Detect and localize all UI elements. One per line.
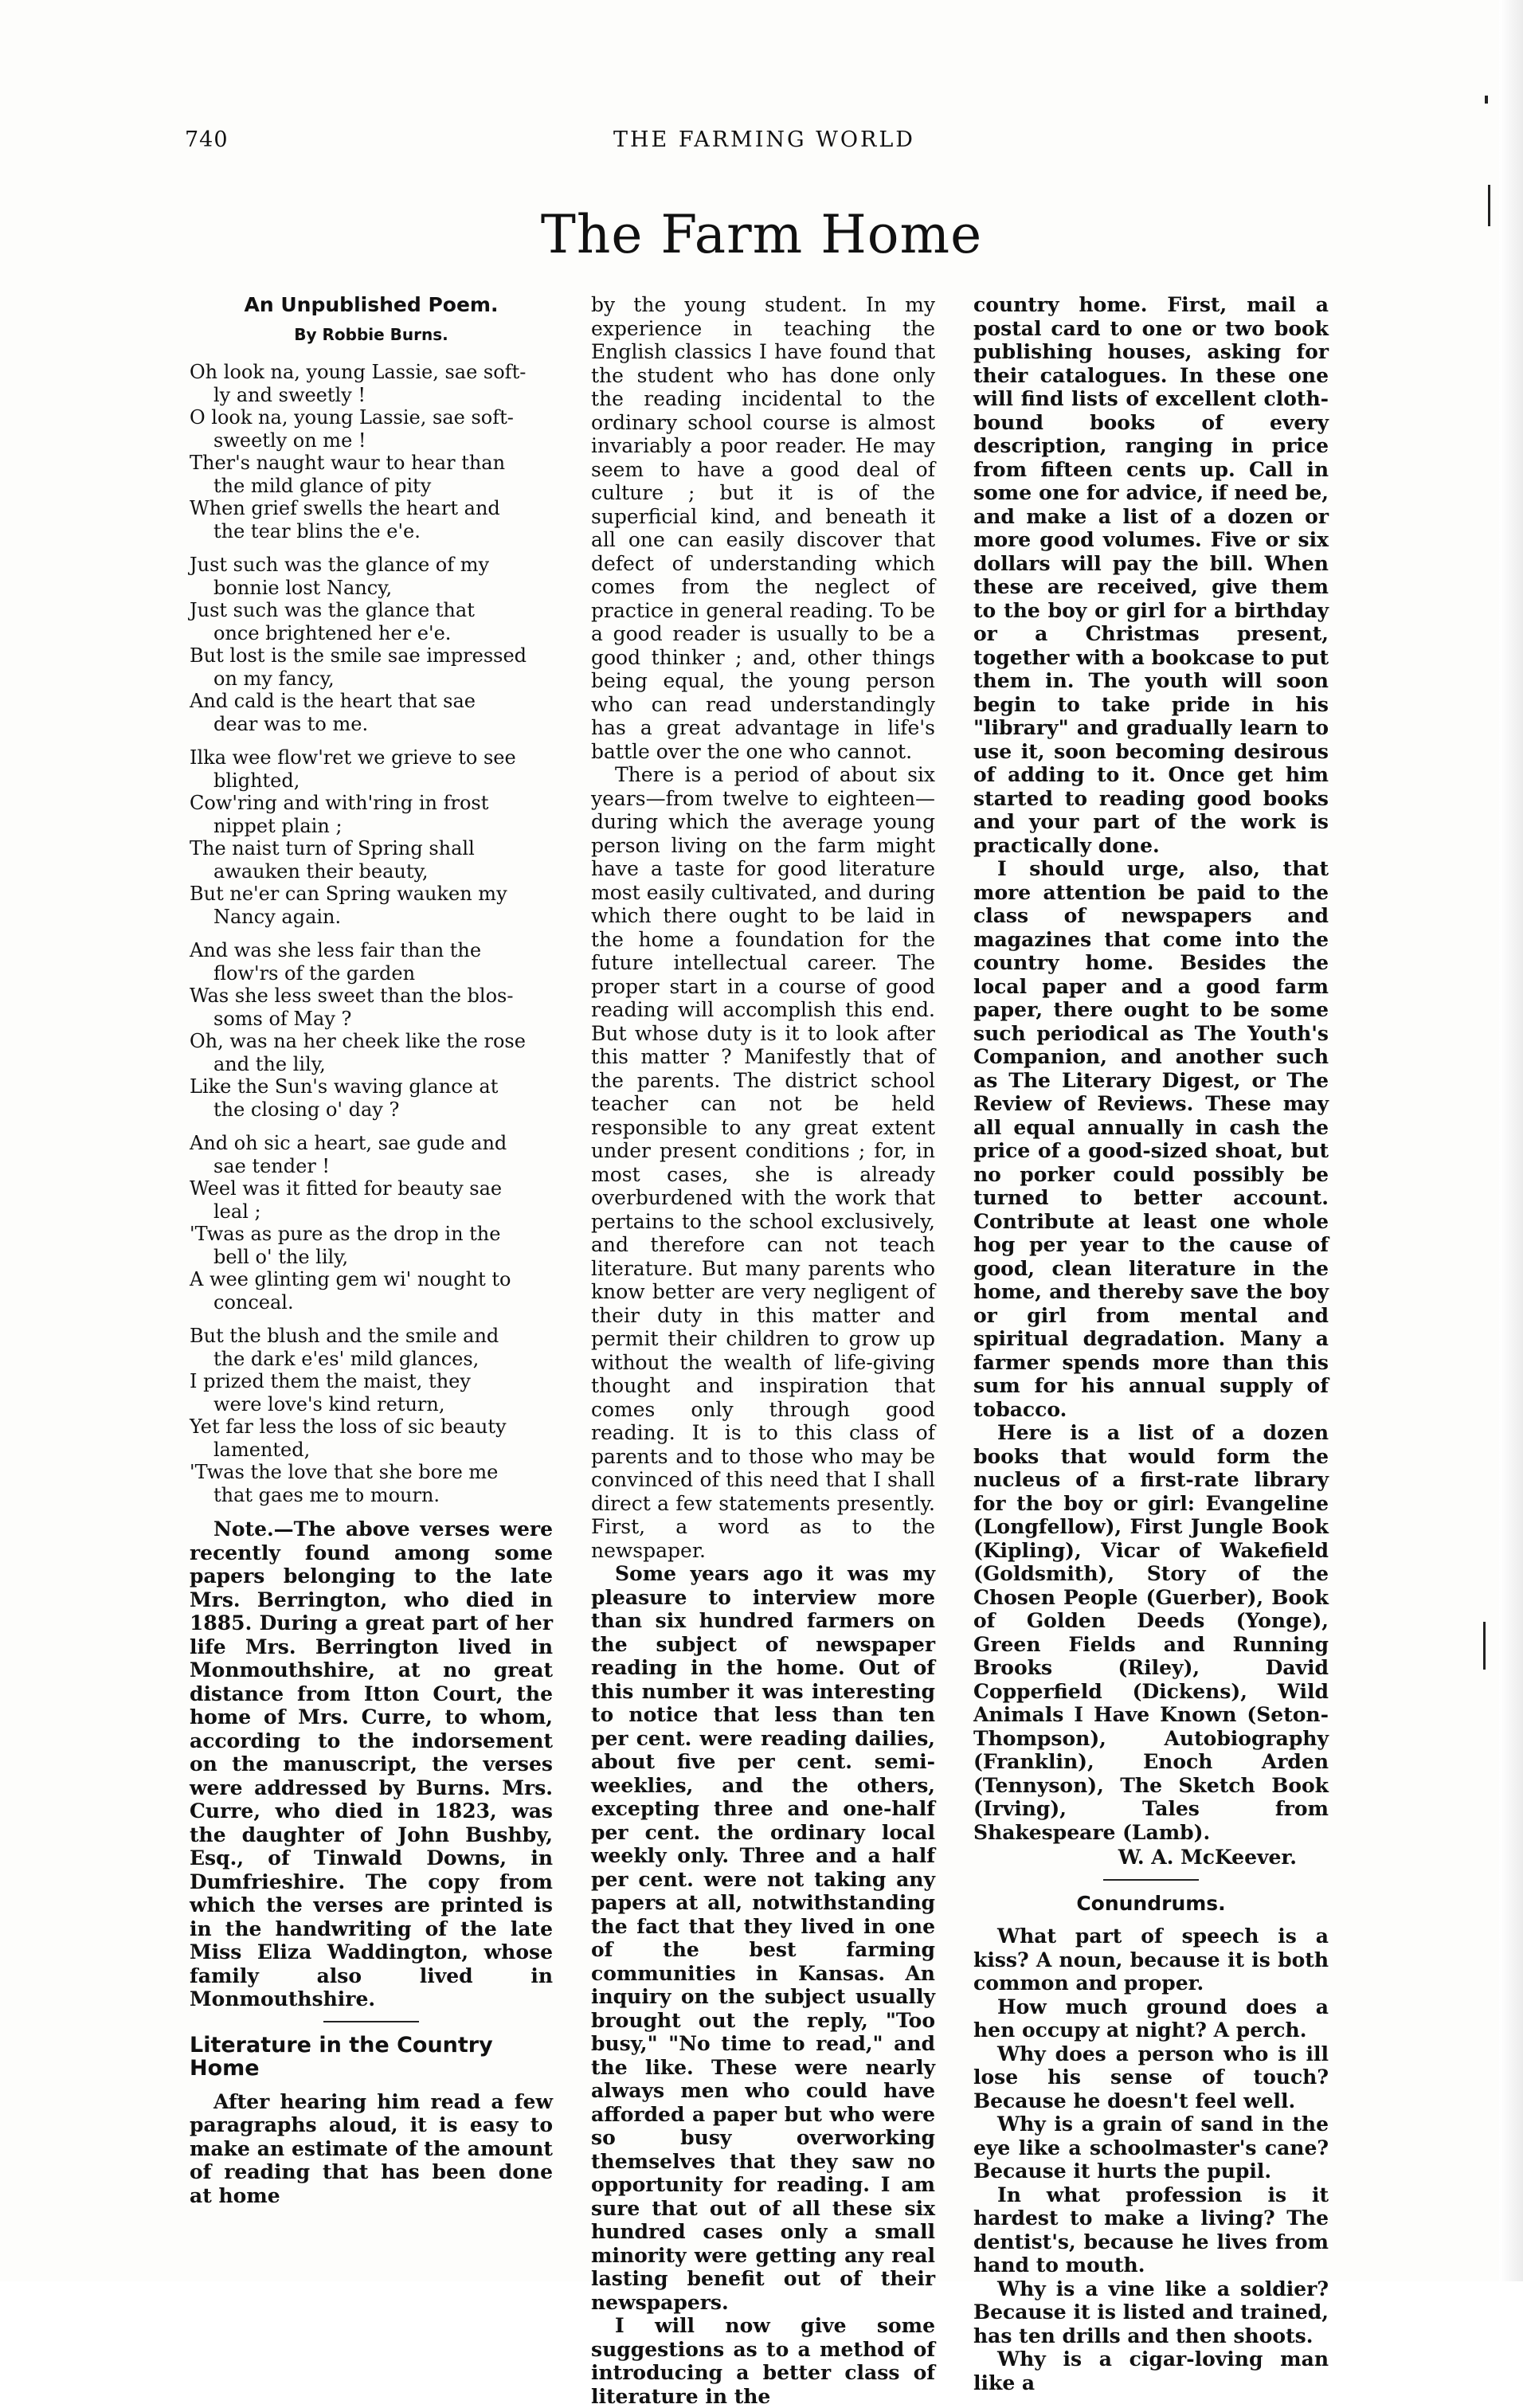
verse-line: Like the Sun's waving glance at — [190, 1075, 499, 1098]
verse-line: leal ; — [213, 1200, 261, 1223]
poem-stanza — [190, 1325, 553, 1506]
verse-line: Just such was the glance that — [190, 599, 475, 621]
verse-line: But lost is the smile sae impressed — [190, 644, 527, 667]
verse-line: conceal. — [213, 1290, 294, 1314]
verse-line: the tear blins the e'e. — [213, 519, 421, 542]
poem-byline: By Robbie Burns. — [294, 324, 448, 344]
verse-line: and the lily, — [213, 1052, 326, 1075]
verse-line: O look na, young Lassie, sae soft- — [190, 406, 514, 429]
conundrums-title: Conundrums. — [1076, 1891, 1226, 1915]
verse-line: Nancy again. — [213, 905, 342, 928]
article-paragraph: by the young student. In my experience in teaching the English classics I have found that the student who has done only the reading incidental to the ordinary school course is almost invariably a poor reader. He may seem to have a good deal of culture ; but it is of the superficial kind, and beneath it all one can easily discover that defect of understanding which comes from the neglect of practice in general reading. To be a good reader is usually to be a good thinker ; and, other things being equal, the young person who can read understandingly has a great advantage in life's battle over the one who cannot. — [591, 293, 935, 763]
poem-stanza — [190, 746, 553, 928]
verse-line: soms of May ? — [213, 1007, 352, 1030]
column-3 — [973, 293, 1329, 2394]
column-2 — [591, 293, 935, 2408]
verse-line: lamented, — [213, 1438, 311, 1461]
verse-line: When grief swells the heart and — [190, 497, 500, 519]
verse-line: the mild glance of pity — [213, 474, 432, 497]
verse-line: awauken their beauty, — [213, 859, 429, 883]
page-number: 740 — [185, 127, 229, 152]
conundrum-item: How much ground does a hen occupy at night? A perch. — [973, 1995, 1329, 2042]
article-paragraph: I will now give some suggestions as to a method of introducing a better class of literature in the — [591, 2314, 935, 2408]
conundrum-item: Why is a grain of sand in the eye like a schoolmaster's cane? Because it hurts the pupil. — [973, 2112, 1329, 2183]
verse-line: Just such was the glance of my — [190, 554, 490, 576]
conundrum-item: What part of speech is a kiss? A noun, because it is both common and proper. — [973, 1924, 1329, 1995]
section-divider — [1103, 1879, 1199, 1881]
verse-line: Cow'ring and with'ring in frost — [190, 792, 489, 814]
verse-line: the closing o' day ? — [213, 1098, 400, 1121]
verse-line: dear was to me. — [213, 712, 369, 735]
verse-line: A wee glinting gem wi' nought to — [190, 1268, 511, 1290]
verse-line: Weel was it fitted for beauty sae — [190, 1177, 503, 1200]
conundrum-item: Why is a vine like a soldier? Because it is listed and trained, has ten drills and then shoots. — [973, 2277, 1329, 2347]
article-paragraph: Some years ago it was my pleasure to interview more than six hundred farmers on the subject of newspaper reading in the home. Out of this number it was interesting to notice that less than ten per cent. were reading dailies, about five per cent. semi-weeklies, and the others, excepting three and one-half per cent. the ordinary local weekly only. Three and a half per cent. were not taking any papers at all, notwithstanding the fact that they lived in one of the best farming communities in Kansas. An inquiry on the subject usually brought out the reply, "Too busy," "No time to read," and the like. These were nearly always men who could have afforded a paper but who were so busy overworking themselves that they saw no opportunity for reading. I am sure that out of all these six hundred cases only a small minority were getting any real lasting benefit out of their newspapers. — [591, 1562, 935, 2314]
verse-line: The naist turn of Spring shall — [190, 837, 475, 859]
note-paragraph: Note.—The above verses were recently found among some papers belonging to the late Mrs. Berrington, who died in 1885. During a great part of her life Mrs. Berrington lived in Monmouthshire, at no great distance from Itton Court, the home of Mrs. Curre, to whom, according to the indorsement on the manuscript, the verses were addressed by Burns. Mrs. Curre, who died in 1823, was the daughter of John Bushby, Esq., of Tinwald Downs, in Dumfrieshire. The copy from which the verses are printed is in the handwriting of the late Miss Eliza Waddington, whose family also lived in Monmouthshire. — [190, 1517, 553, 2011]
verse-line: Was she less sweet than the blos- — [190, 985, 514, 1007]
verse-line: Yet far less the loss of sic beauty — [190, 1415, 507, 1438]
poem-stanza — [190, 554, 553, 735]
verse-line: And oh sic a heart, sae gude and — [190, 1132, 507, 1154]
poem-stanza — [190, 939, 553, 1121]
article-paragraph: I should urge, also, that more attention be paid to the class of newspapers and magazines that come into the country home. Besides the local paper and a good farm paper, there ought to be some such periodical as The Youth's Companion, and another such as The Literary Digest, or The Review of Reviews. These may all equal annually in cash the price of a good-sized shoat, but no porker could possibly be turned to better account. Contribute at least one whole hog per year to the cause of good, clean literature in the home, and thereby save the boy or girl from mental and spiritual degradation. Many a farmer spends more than this sum for his annual supply of tobacco. — [973, 857, 1329, 1421]
section-title: The Farm Home — [540, 204, 983, 265]
article-paragraph: Here is a list of a dozen books that would form the nucleus of a first-rate library for the boy or girl: Evangeline (Longfellow), First Jungle Book (Kipling), Vicar of Wakefield (Goldsmith), Story of the Chosen People (Guerber), Book of Golden Deeds (Yonge), Green Fields and Running Brooks (Riley), David Copperfield (Dickens), Wild Animals I Have Known (Seton-Thompson), Autobiography (Franklin), Enoch Arden (Tennyson), The Sketch Book (Irving), Tales from Shakespeare (Lamb). — [973, 1421, 1329, 1844]
verse-line: sweetly on me ! — [213, 429, 366, 452]
verse-line: Oh, was na her cheek like the rose — [190, 1030, 526, 1052]
verse-line: Oh look na, young Lassie, sae soft- — [190, 361, 527, 383]
verse-line: that gaes me to mourn. — [213, 1483, 440, 1506]
running-head — [0, 127, 1523, 159]
verse-line: nippet plain ; — [213, 814, 343, 837]
literature-title: Literature in the Country Home — [190, 2032, 493, 2081]
verse-line: I prized them the maist, they — [190, 1370, 471, 1392]
column-1 — [190, 293, 553, 2207]
article-paragraph: After hearing him read a few paragraphs aloud, it is easy to make an estimate of the amount of reading that has been done at home — [190, 2089, 553, 2207]
conundrum-item: In what profession is it hardest to make a living? The dentist's, because he lives from hand to mouth. — [973, 2183, 1329, 2277]
poem-title: An Unpublished Poem. — [244, 293, 499, 316]
poem-stanza — [190, 361, 553, 542]
verse-line: ly and sweetly ! — [213, 383, 366, 406]
verse-line: bonnie lost Nancy, — [213, 576, 393, 599]
running-title: THE FARMING WORLD — [613, 127, 915, 152]
section-divider — [323, 2021, 419, 2022]
page-edge-shadow — [1499, 0, 1523, 2281]
verse-line: on my fancy, — [213, 667, 335, 690]
verse-line: flow'rs of the garden — [213, 961, 416, 985]
verse-line: were love's kind return, — [213, 1392, 445, 1415]
verse-line: Ther's naught waur to hear than — [190, 452, 506, 474]
verse-line: But ne'er can Spring wauken my — [190, 883, 507, 905]
verse-line: blighted, — [213, 769, 300, 792]
verse-line: 'Twas the love that she bore me — [190, 1461, 499, 1483]
conundrum-item: Why is a cigar-loving man like a — [973, 2347, 1329, 2394]
verse-line: Ilka wee flow'ret we grieve to see — [190, 746, 516, 769]
scan-artifact-mark — [1483, 1622, 1486, 1670]
verse-line: sae tender ! — [213, 1154, 331, 1177]
verse-line: once brightened her e'e. — [213, 621, 452, 644]
verse-line: But the blush and the smile and — [190, 1325, 499, 1347]
scan-artifact-mark — [1485, 96, 1488, 104]
conundrum-item: Why does a person who is ill lose his sense of touch? Because he doesn't feel well. — [973, 2042, 1329, 2112]
article-author: W. A. McKeever. — [1118, 1846, 1297, 1869]
verse-line: And cald is the heart that sae — [190, 690, 476, 712]
poem-note — [190, 1517, 553, 2011]
article-paragraph: country home. First, mail a postal card to one or two book publishing houses, asking for their catalogues. In these one will find lists of excellent cloth-bound books of every description, ranging in price from fifteen cents up. Call in some one for advice, if need be, and make a list of a dozen or more good volumes. Five or six dollars will pay the bill. When these are received, give them to the boy or girl for a birthday or a Christmas present, together with a bookcase to put them in. The youth will soon begin to take pride in his "library" and gradually learn to use it, soon becoming desirous of adding to it. Once get him started to reading good books and your part of the work is practically done. — [973, 293, 1329, 857]
poem-stanza — [190, 1132, 553, 1314]
article-paragraph: There is a period of about six years—from twelve to eighteen—during which the average young person living on the farm might have a taste for good literature most easily cultivated, and during which there ought to be laid in the home a foundation for the future intellectual career. The proper start in a course of good reading will accomplish this end. But whose duty is it to look after this matter ? Manifestly that of the parents. The district school teacher can not be held responsible to any great extent under present conditions ; for, in most cases, she is already overburdened with the work that pertains to the school exclusively, and therefore can not teach literature. But many parents who know better are very negligent of their duty in this matter and permit their children to grow up without the wealth of life-giving thought and inspiration that comes only through good reading. It is to this class of parents and to those who may be convinced of this need that I shall direct a few statements presently. First, a word as to the newspaper. — [591, 763, 935, 1562]
verse-line: bell o' the lily, — [213, 1245, 349, 1268]
verse-line: 'Twas as pure as the drop in the — [190, 1223, 501, 1245]
verse-line: the dark e'es' mild glances, — [213, 1347, 480, 1370]
verse-line: And was she less fair than the — [190, 939, 482, 961]
